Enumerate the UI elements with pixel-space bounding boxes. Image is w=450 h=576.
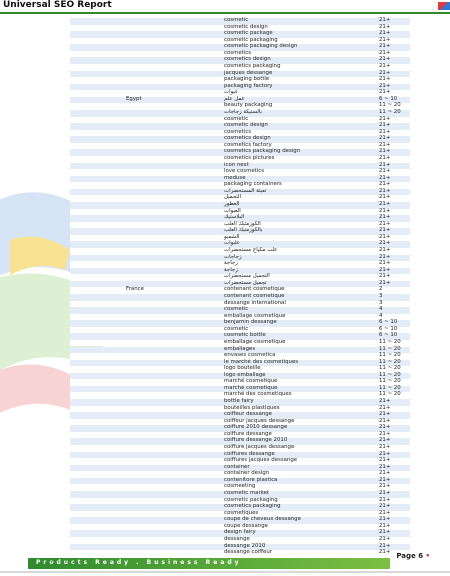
rank-cell: 11 ~ 20 (379, 352, 401, 359)
rank-cell: 2 (379, 286, 383, 293)
keyword-cell: cosmetiques (224, 509, 259, 516)
keyword-cell: container design (224, 470, 270, 477)
rank-cell: 21+ (379, 273, 391, 280)
keyword-cell: الكوزمتيك العلب (224, 220, 261, 227)
rank-cell: 21+ (379, 450, 391, 457)
keyword-cell: تعبئة المستحضرات (224, 187, 267, 194)
keyword-cell: logo emballage (224, 371, 266, 378)
corner-decoration (438, 2, 450, 10)
rank-cell: 6 ~ 10 (379, 332, 398, 339)
keyword-cell: contenitore plastica (224, 476, 278, 483)
keyword-cell: coupe dessange (224, 522, 268, 529)
keyword-cell: logo bouteille (224, 365, 261, 372)
rank-cell: 21+ (379, 62, 391, 69)
keyword-cell: cosmetic design (224, 23, 268, 30)
rank-cell: 11 ~ 20 (379, 338, 401, 345)
keyword-cell: dessange 2010 (224, 542, 266, 549)
keyword-cell: love cosmetics (224, 168, 265, 175)
rank-cell: 21+ (379, 437, 391, 444)
rank-cell: 21+ (379, 82, 391, 89)
keyword-cell: packaging bottle (224, 76, 270, 83)
keyword-cell: le marché des cosmetiques (224, 358, 299, 365)
table-row (70, 195, 410, 202)
keyword-cell: cosmetics (224, 49, 252, 56)
keyword-cell: coiffures dessange (224, 450, 275, 457)
rank-cell: 21+ (379, 470, 391, 477)
rank-cell: 21+ (379, 476, 391, 483)
rank-cell: 21+ (379, 135, 391, 142)
rank-cell: 21+ (379, 542, 391, 549)
rank-cell: 21+ (379, 509, 391, 516)
keyword-cell: تجميل مستحضرات (224, 279, 267, 286)
rank-cell: 21+ (379, 194, 391, 201)
rank-cell: 11 ~ 20 (379, 102, 401, 109)
rank-cell: 21+ (379, 49, 391, 56)
rank-cell: 21+ (379, 516, 391, 523)
rank-cell: 3 (379, 299, 383, 306)
rank-cell: 21+ (379, 69, 391, 76)
rank-cell: 21+ (379, 529, 391, 536)
rank-cell: 11 ~ 20 (379, 345, 401, 352)
keyword-cell: coiffure 2010 dessange (224, 424, 288, 431)
rank-cell: 21+ (379, 260, 391, 267)
keyword-cell: coiffure dessange (224, 430, 272, 437)
rank-cell: 11 ~ 20 (379, 371, 401, 378)
rank-cell: 21+ (379, 490, 391, 497)
rank-cell: 21+ (379, 214, 391, 221)
rank-cell: 21+ (379, 411, 391, 418)
rank-cell: 21+ (379, 23, 391, 30)
keyword-cell: زجاجة (224, 260, 238, 267)
keyword-cell: icon next (224, 161, 249, 168)
rank-cell: 11 ~ 20 (379, 108, 401, 115)
rank-cell: 21+ (379, 444, 391, 451)
keyword-cell: cosmetic (224, 325, 249, 332)
rank-cell: 21+ (379, 483, 391, 490)
rank-cell: 21+ (379, 181, 391, 188)
keyword-cell: cosmetic (224, 306, 249, 313)
header-rule (0, 12, 450, 14)
rank-cell: 21+ (379, 36, 391, 43)
rank-cell: 21+ (379, 76, 391, 83)
keyword-cell: عمل علم (224, 95, 245, 102)
rank-cell: 21+ (379, 549, 391, 556)
page-number: Page 6 • (396, 552, 430, 560)
rank-cell: 21+ (379, 463, 391, 470)
keyword-cell: contenant cosmetique (224, 292, 285, 299)
keyword-cell: envases cosmetica (224, 352, 276, 359)
rank-cell: 21+ (379, 220, 391, 227)
keyword-cell: container (224, 463, 250, 470)
keyword-cell: marché des cosmetiques (224, 391, 292, 398)
keyword-cell: العطور (224, 200, 240, 207)
keyword-cell: cosmetic (224, 115, 249, 122)
keyword-cell: coupe de cheveux dessange (224, 516, 301, 523)
rank-cell: 21+ (379, 398, 391, 405)
rank-cell: 21+ (379, 457, 391, 464)
country-cell: France (126, 286, 144, 293)
footer-tagline-bar (28, 558, 390, 569)
keyword-cell: cosmetic packaging (224, 36, 278, 43)
rank-cell: 6 ~ 10 (379, 319, 398, 326)
keyword-cell: emballage cosmetique (224, 338, 286, 345)
keyword-cell: coiffure dessange 2010 (224, 437, 288, 444)
rank-cell: 21+ (379, 122, 391, 129)
rank-cell: 21+ (379, 43, 391, 50)
rank-cell: 21+ (379, 404, 391, 411)
keyword-cell: cosmetics factory (224, 141, 272, 148)
keyword-ranking-table (70, 17, 410, 556)
rank-cell: 21+ (379, 187, 391, 194)
keyword-cell: التجميل (224, 194, 242, 201)
rank-cell: 21+ (379, 266, 391, 273)
rank-cell: 3 (379, 292, 383, 299)
keyword-cell: cosmetics design (224, 56, 271, 63)
page-header (0, 0, 450, 14)
keyword-cell: cosmetic bottle (224, 332, 266, 339)
keyword-cell: cosmeeting (224, 483, 256, 490)
keyword-cell: emballages (224, 345, 256, 352)
footer-rule (0, 571, 450, 573)
keyword-cell: زجاجة (224, 266, 238, 273)
rank-cell: 21+ (379, 233, 391, 240)
rank-cell: 21+ (379, 154, 391, 161)
rank-cell: 11 ~ 20 (379, 358, 401, 365)
keyword-cell: emballage cosmetique (224, 312, 286, 319)
keyword-cell: bottle fairy (224, 398, 254, 405)
keyword-cell: cosmetic packaging design (224, 43, 298, 50)
rank-cell: 21+ (379, 115, 391, 122)
keyword-cell: علب مكياج مستحضرات (224, 246, 278, 253)
country-cell: Egypt (126, 95, 142, 102)
rank-cell: 21+ (379, 56, 391, 63)
rank-cell: 21+ (379, 89, 391, 96)
rank-cell: 21+ (379, 200, 391, 207)
rank-cell: 21+ (379, 240, 391, 247)
keyword-cell: cosmetics packaging design (224, 148, 301, 155)
keyword-cell: cosmetic market (224, 490, 270, 497)
footer-tagline: Products Ready . Business Ready (36, 559, 242, 566)
keyword-cell: marché cosmetique (224, 378, 278, 385)
rank-cell: 11 ~ 20 (379, 365, 401, 372)
rank-cell: 21+ (379, 174, 391, 181)
rank-cell: 6 ~ 10 (379, 325, 398, 332)
keyword-cell: cosmetic package (224, 30, 273, 37)
keyword-cell: coiffeur dessange (224, 411, 272, 418)
table-row (70, 261, 410, 268)
keyword-cell: coiffures jacques dessange (224, 457, 298, 464)
rank-cell: 21+ (379, 128, 391, 135)
rank-cell: 21+ (379, 536, 391, 543)
rank-cell: 11 ~ 20 (379, 391, 401, 398)
rank-cell: 21+ (379, 253, 391, 260)
rank-cell: 21+ (379, 417, 391, 424)
rank-cell: 21+ (379, 430, 391, 437)
rank-cell: 21+ (379, 496, 391, 503)
rank-cell: 21+ (379, 227, 391, 234)
keyword-cell: meduse (224, 174, 246, 181)
rank-cell: 21+ (379, 207, 391, 214)
keyword-cell: contenant cosmetique (224, 286, 285, 293)
table-row (70, 235, 410, 242)
keyword-cell: cosmetics design (224, 135, 271, 142)
keyword-cell: cosmetics pictures (224, 154, 275, 161)
keyword-cell: عبوات (224, 89, 239, 96)
keyword-cell: marché cosmetique (224, 384, 278, 391)
keyword-cell: زجاجات (224, 253, 242, 260)
rank-cell: 21+ (379, 141, 391, 148)
keyword-cell: cosmetic (224, 17, 249, 23)
rank-cell: 21+ (379, 148, 391, 155)
rank-cell: 21+ (379, 522, 391, 529)
rank-cell: 6 ~ 10 (379, 95, 398, 102)
keyword-cell: البلاستيك (224, 214, 245, 221)
page-footer (0, 552, 450, 576)
keyword-cell: بالستيكة زجاجات (224, 108, 263, 115)
rank-cell: 21+ (379, 503, 391, 510)
rank-cell: 4 (379, 312, 383, 319)
keyword-cell: cosmetics packaging (224, 503, 281, 510)
keyword-cell: بالكوزمتيك العلب (224, 227, 263, 234)
keyword-cell: beauty packaging (224, 102, 273, 109)
rank-cell: 21+ (379, 161, 391, 168)
keyword-cell: coiffeur jacques dessange (224, 417, 295, 424)
keyword-cell: dessange coiffeur (224, 549, 272, 556)
keyword-cell: design fairy (224, 529, 256, 536)
keyword-cell: cosmetics (224, 128, 252, 135)
keyword-cell: الشمبو (224, 233, 240, 240)
rank-cell: 21+ (379, 246, 391, 253)
keyword-cell: benjamin dessange (224, 319, 277, 326)
keyword-cell: packaging factory (224, 82, 273, 89)
keyword-cell: cosmetics packaging (224, 62, 281, 69)
rank-cell: 21+ (379, 17, 391, 23)
rank-cell: 21+ (379, 30, 391, 37)
keyword-cell: cosmetic packaging (224, 496, 278, 503)
keyword-cell: bouteilles plastiques (224, 404, 280, 411)
rank-cell: 4 (379, 306, 383, 313)
keyword-cell: dessange international (224, 299, 286, 306)
rank-cell: 21+ (379, 279, 391, 286)
table-row (70, 84, 410, 91)
keyword-cell: التجميل مستحضرات (224, 273, 270, 280)
rank-cell: 21+ (379, 168, 391, 175)
keyword-cell: العبوات (224, 207, 241, 214)
keyword-cell: dessange (224, 536, 250, 543)
keyword-cell: علبوات (224, 240, 240, 247)
rank-cell: 11 ~ 20 (379, 384, 401, 391)
keyword-cell: jacques dessange (224, 69, 273, 76)
keyword-cell: cosmetic design (224, 122, 268, 129)
rank-cell: 21+ (379, 424, 391, 431)
report-title: Universal SEO Report (3, 0, 112, 10)
rank-cell: 11 ~ 20 (379, 378, 401, 385)
keyword-cell: packaging containers (224, 181, 282, 188)
keyword-cell: coiffure jacques dessange (224, 444, 295, 451)
